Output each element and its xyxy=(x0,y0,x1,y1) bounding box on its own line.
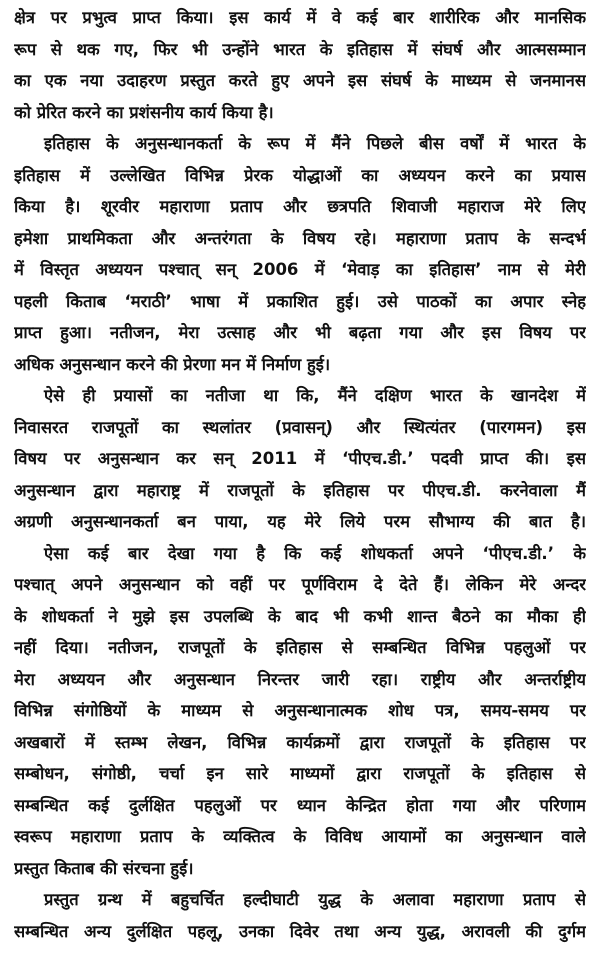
text-line: अखबारों में स्तम्भ लेखन, विभिन्न कार्यक्रमों द्वारा राजपूतों के इतिहास पर xyxy=(14,732,586,752)
text-line: में विस्तृत अध्ययन पश्चात् सन् 2006 में ‘मेवाड़ का इतिहास’ नाम से मेरी xyxy=(14,260,586,279)
text-line: प्राप्त हुआ। नतीजन, मेरा उत्साह और भी बढ़ता गया और इस विषय पर xyxy=(14,323,586,342)
text-line: किया है। शूरवीर महाराणा प्रताप और छत्रपति शिवाजी महाराज मेरे लिए xyxy=(14,197,586,216)
text-line: अग्रणी अनुसन्धानकर्ता बन पाया, यह मेरे लिये परम सौभाग्य की बात है। xyxy=(14,512,586,531)
text-line: सम्बोधन, संगोष्ठी, चर्चा इन सारे माध्यमों द्वारा राजपूतों के इतिहास से xyxy=(14,764,586,783)
text-line: पहली किताब ‘मराठी’ भाषा में प्रकाशित हुई। उसे पाठकों का अपार स्नेह xyxy=(14,291,586,311)
text-line: क्षेत्र पर प्रभुत्व प्राप्त किया। इस कार्य में वे कई बार शारीरिक और मानसिक xyxy=(14,8,586,27)
text-line: अधिक अनुसन्धान करने की प्रेरणा मन में निर्माण हुई। xyxy=(14,354,331,374)
text-line: का एक नया उदाहरण प्रस्तुत करते हुए अपने इस संघर्ष के माध्यम से जनमानस xyxy=(14,71,586,90)
text-line: रूप से थक गए, फिर भी उन्होंने भारत के इतिहास में संघर्ष और आत्मसम्मान xyxy=(14,39,586,59)
paragraph-3 xyxy=(14,380,586,538)
text-line: स्वरूप महाराणा प्रताप के व्यक्तित्व के विविध आयामों का अनुसन्धान वाले xyxy=(14,827,586,846)
text-line: नहीं दिया। नतीजन, राजपूतों के इतिहास से सम्बन्धित विभिन्न पहलुओं पर xyxy=(14,638,586,657)
paragraph-1 xyxy=(14,2,586,128)
text-line: सम्बन्धित कई दुर्लक्षित पहलुओं पर ध्यान केन्द्रित होता गया और परिणाम xyxy=(14,795,586,815)
paragraph-2 xyxy=(14,128,586,380)
paragraph-5 xyxy=(14,884,586,947)
text-line: हमेशा प्राथमिकता और अन्तरंगता के विषय रहे। महाराणा प्रताप के सन्दर्भ xyxy=(14,228,586,248)
text-line: निवासरत राजपूतों का स्थलांतर (प्रवासन्) और स्थित्यंतर (पारगमन) इस xyxy=(14,417,586,437)
text-line: प्रस्तुत ग्रन्थ में बहुचर्चित हल्दीघाटी युद्ध के अलावा महाराणा प्रताप से xyxy=(44,890,586,909)
text-line: प्रस्तुत किताब की संरचना हुई। xyxy=(14,858,194,878)
text-line: विभिन्न संगोष्ठियों के माध्यम से अनुसन्धानात्मक शोध पत्र, समय-समय पर xyxy=(14,701,586,720)
text-line: विषय पर अनुसन्धान कर सन् 2011 में ‘पीएच.डी.’ पदवी प्राप्त की। इस xyxy=(14,449,586,468)
text-line: इतिहास के अनुसन्धानकर्ता के रूप में मैंने पिछले बीस वर्षों में भारत के xyxy=(44,134,586,153)
text-line: ऐसे ही प्रयासों का नतीजा था कि, मैंने दक्षिण भारत के खानदेश में xyxy=(44,386,586,405)
paragraph-4 xyxy=(14,538,586,885)
text-line: इतिहास में उल्लेखित विभिन्न प्रेरक योद्धाओं का अध्ययन करने का प्रयास xyxy=(14,165,586,185)
text-line: ऐसा कई बार देखा गया है कि कई शोधकर्ता अपने ‘पीएच.डी.’ के xyxy=(44,543,586,563)
text-line: पश्चात् अपने अनुसन्धान को वहीं पर पूर्णविराम दे देते हैं। लेकिन मेरे अन्दर xyxy=(14,575,586,594)
text-line: को प्रेरित करने का प्रशंसनीय कार्य किया है। xyxy=(14,102,274,122)
text-line: सम्बन्धित अन्य दुर्लक्षित पहलू, उनका दिवेर तथा अन्य युद्ध, अरावली की दुर्गम xyxy=(14,921,586,941)
text-line: अनुसन्धान द्वारा महाराष्ट्र में राजपूतों के इतिहास पर पीएच.डी. करनेवाला मैं xyxy=(14,480,586,500)
text-line: मेरा अध्ययन और अनुसन्धान निरन्तर जारी रहा। राष्ट्रीय और अन्तर्राष्ट्रीय xyxy=(14,669,586,689)
text-line: के शोधकर्ता ने मुझे इस उपलब्धि के बाद भी कभी शान्त बैठने का मौका ही xyxy=(14,606,586,626)
